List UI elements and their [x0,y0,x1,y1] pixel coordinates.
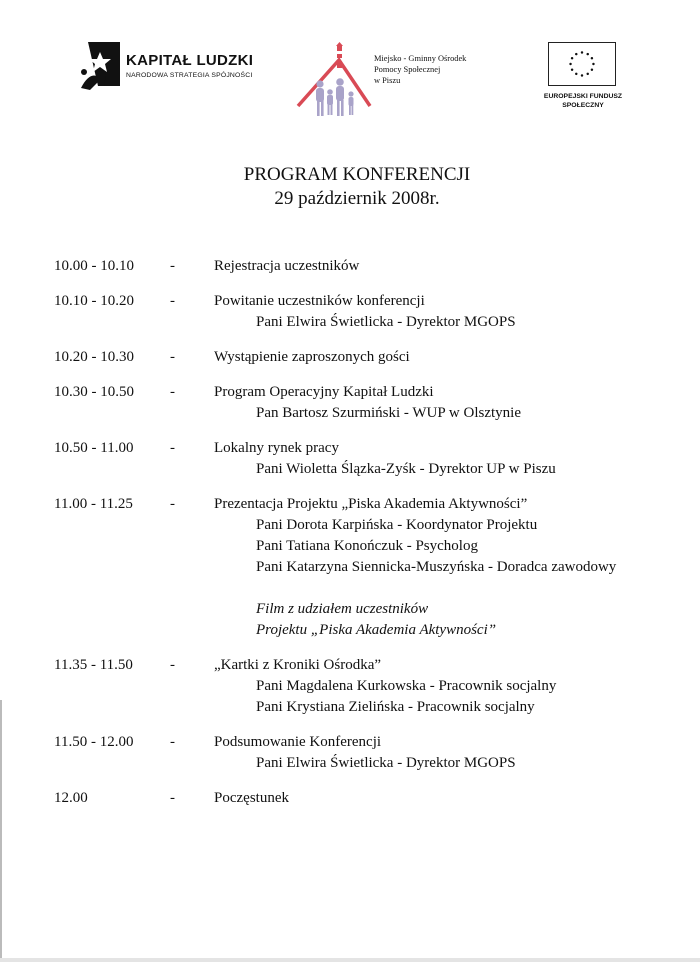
schedule-speaker: Pani Dorota Karpińska - Koordynator Projektu [256,517,538,533]
eu-star [575,73,577,75]
schedule-topic: Lokalny rynek pracy [214,440,339,456]
schedule-topic: Prezentacja Projektu „Piska Akademia Aktywności” [214,496,528,512]
schedule-dash: - [170,790,175,806]
schedule-speaker: Pani Magdalena Kurkowska - Pracownik socjalny [256,678,557,694]
schedule-entry [54,494,674,641]
schedule-entry [54,347,674,368]
program-title-date: 29 październik 2008r. [274,188,440,209]
schedule-gap [54,368,674,382]
eu-star [586,73,588,75]
eu-star [571,57,573,59]
schedule-topic: Wystąpienie zaproszonych gości [214,349,410,365]
schedule-entry [54,438,674,480]
schedule-body [214,347,674,368]
schedule-topic: Poczęstunek [214,790,289,806]
schedule-time: 10.00 - 10.10 [54,258,134,274]
program-title-heading: PROGRAM KONFERENCJI [243,164,471,185]
schedule-speaker: Pani Krystiana Zielińska - Pracownik socjalny [256,699,535,715]
eu-star [581,74,583,76]
schedule-time: 10.30 - 10.50 [54,384,134,400]
schedule-dash: - [170,293,175,309]
schedule-gap [54,480,674,494]
schedule-body [214,382,674,424]
schedule-topic: Rejestracja uczestników [214,258,360,274]
schedule-dash: - [170,384,175,400]
eu-star [569,63,571,65]
scan-bottom-edge-shadow [0,958,700,962]
schedule-body [214,655,674,718]
schedule-body [214,788,674,809]
eu-star [591,57,593,59]
schedule-time: 10.20 - 10.30 [54,349,134,365]
schedule-dash: - [170,440,175,456]
eu-star [592,63,594,65]
schedule-gap [54,333,674,347]
eu-stars-flag-icon [548,42,616,86]
schedule-topic: Program Operacyjny Kapitał Ludzki [214,384,434,400]
kapital-ludzki-logo [78,42,278,92]
mgops-name [374,53,466,86]
schedule-time: 11.50 - 12.00 [54,734,134,750]
schedule-speaker: Pani Katarzyna Siennicka-Muszyńska - Doradca zawodowy [256,559,617,575]
schedule-note: Film z udziałem uczestników [256,601,429,617]
schedule-speaker: Pani Tatiana Konończuk - Psycholog [256,538,478,554]
program-title [0,163,700,211]
schedule-entry [54,291,674,333]
schedule-speaker: Pani Elwira Świetlicka - Dyrektor MGOPS [256,314,516,330]
schedule-speaker: Pan Bartosz Szurmiński - WUP w Olsztynie [256,405,521,421]
schedule-dash: - [170,734,175,750]
kapital-ludzki-star-figure-icon [78,42,120,92]
eu-star [571,68,573,70]
kapital-ludzki-title: KAPITAŁ LUDZKI [126,52,254,69]
schedule-time: 11.35 - 11.50 [54,657,133,673]
schedule-spacer [214,578,674,599]
eu-fund-name-line: EUROPEJSKI FUNDUSZ [543,93,623,100]
program-schedule [54,256,674,809]
family-house-lighthouse-icon [294,42,374,120]
mgops-name-line: Pomocy Społecznej [374,65,441,74]
schedule-speaker: Pani Elwira Świetlicka - Dyrektor MGOPS [256,755,516,771]
mgops-name-line: w Piszu [374,76,401,85]
schedule-body [214,256,674,277]
schedule-topic: Powitanie uczestników konferencji [214,293,425,309]
schedule-time: 12.00 [54,790,88,806]
eu-star [581,51,583,53]
eu-fund-name [540,92,626,110]
schedule-entry [54,655,674,718]
schedule-entry [54,382,674,424]
schedule-entry [54,732,674,774]
schedule-gap [54,277,674,291]
schedule-time: 10.10 - 10.20 [54,293,134,309]
mgops-logo [294,42,494,120]
schedule-speaker: Pani Wioletta Ślązka-Zyśk - Dyrektor UP w Piszu [256,461,556,477]
schedule-time: 10.50 - 11.00 [54,440,134,456]
schedule-body [214,494,674,641]
mgops-name-line: Miejsko - Gminny Ośrodek [374,54,467,63]
eu-star [591,68,593,70]
schedule-gap [54,641,674,655]
schedule-dash: - [170,258,175,274]
schedule-time: 11.00 - 11.25 [54,496,133,512]
schedule-gap [54,774,674,788]
eu-social-fund-logo [540,42,636,128]
kapital-ludzki-subtitle: NARODOWA STRATEGIA SPÓJNOŚCI [126,72,253,79]
eu-fund-name-line: SPOŁECZNY [562,102,604,109]
schedule-body [214,291,674,333]
schedule-entry [54,788,674,809]
scan-left-edge-shadow [0,700,2,962]
schedule-entry [54,256,674,277]
schedule-dash: - [170,496,175,512]
schedule-gap [54,718,674,732]
schedule-body [214,732,674,774]
schedule-dash: - [170,657,175,673]
schedule-note: Projektu „Piska Akademia Aktywności” [256,622,497,638]
schedule-topic: Podsumowanie Konferencji [214,734,382,750]
schedule-gap [54,424,674,438]
eu-star [586,53,588,55]
schedule-body [214,438,674,480]
eu-star [575,53,577,55]
schedule-topic: „Kartki z Kroniki Ośrodka” [214,657,382,673]
schedule-dash: - [170,349,175,365]
